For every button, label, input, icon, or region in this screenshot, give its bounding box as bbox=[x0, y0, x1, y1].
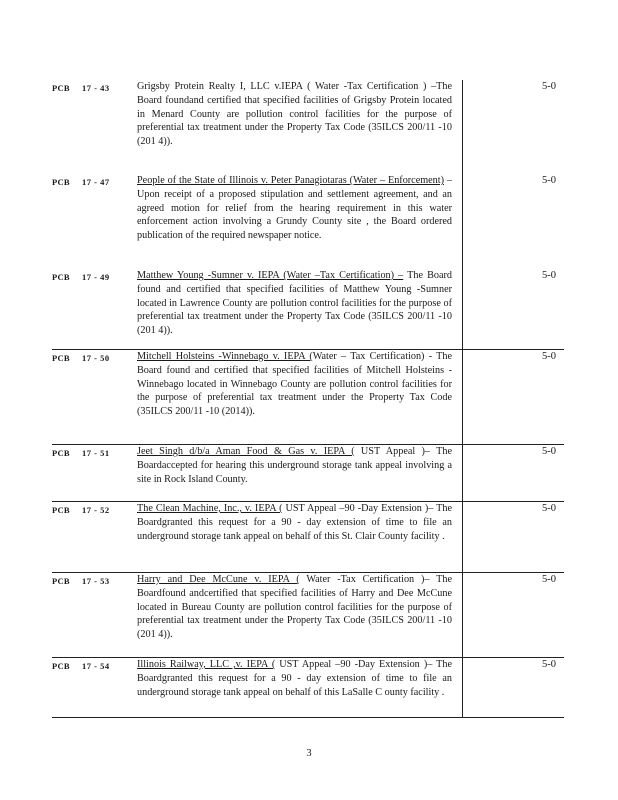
vote-tally: 5-0 bbox=[542, 574, 556, 585]
case-text: Water -Tax Certification )– The Boardfound andcertified that specified facilities of Harry and Dee McCune located in Bureau County are pollution control facilities for the purpose of preferential tax treatment under the Property Tax Code (35ILCS 200/11 -10 (201 4)). bbox=[137, 574, 452, 641]
case-text: UST Appeal )– The Boardaccepted for hearing this underground storage tank appeal involving a site in Rock Island County. bbox=[137, 446, 453, 485]
column-divider bbox=[462, 350, 463, 444]
vote-tally: 5-0 bbox=[542, 503, 556, 514]
column-divider bbox=[462, 80, 463, 174]
case-title: Mitchell Holsteins -Winnebago v. IEPA ( bbox=[137, 351, 313, 362]
case-prefix: PCB bbox=[52, 448, 70, 458]
case-prefix: PCB bbox=[52, 505, 70, 515]
table-row bbox=[52, 269, 564, 350]
table-row bbox=[52, 174, 564, 269]
case-text: Grigsby Protein Realty I, LLC v.IEPA ( Water -Tax Certification ) –The Board foundand certified that specified facilities of Grigsby Protein located in Menard County are pollution control facilities for the purpose of preferential tax treatment under the Property Tax Code (35ILCS 200/11 -10 (201 4)). bbox=[137, 81, 452, 148]
case-description bbox=[137, 502, 452, 543]
case-title: Matthew Young -Sumner v. IEPA (Water –Tax Certification) – bbox=[137, 270, 404, 281]
case-description bbox=[137, 174, 452, 243]
case-prefix: PCB bbox=[52, 661, 70, 671]
case-number: 17 - 49 bbox=[82, 272, 110, 282]
case-number: 17 - 47 bbox=[82, 177, 110, 187]
case-description bbox=[137, 350, 452, 419]
vote-tally: 5-0 bbox=[542, 81, 556, 92]
column-divider bbox=[462, 174, 463, 269]
vote-tally: 5-0 bbox=[542, 659, 556, 670]
vote-tally: 5-0 bbox=[542, 446, 556, 457]
column-divider bbox=[462, 445, 463, 501]
case-text: UST Appeal –90 -Day Extension )– The Boardgranted this request for a 90 - day extension of time to file an underground storage tank appeal on behalf of this St. Clair County facility . bbox=[137, 503, 452, 542]
column-divider bbox=[462, 658, 463, 717]
case-description bbox=[137, 80, 452, 149]
case-prefix: PCB bbox=[52, 353, 70, 363]
table-row bbox=[52, 573, 564, 658]
case-title: People of the State of Illinois v. Peter Panagiotaras (Water – Enforcement) bbox=[137, 175, 444, 186]
case-text: The Board found and certified that specified facilities of Matthew Young -Sumner located in Lawrence County are pollution control facilities for the purpose of preferential tax treatment under the Property Tax Code (35ILCS 200/11 -10 (201 4)). bbox=[137, 270, 452, 337]
column-divider bbox=[462, 502, 463, 572]
case-prefix: PCB bbox=[52, 576, 70, 586]
case-number: 17 - 50 bbox=[82, 353, 110, 363]
table-row bbox=[52, 445, 564, 502]
column-divider bbox=[462, 573, 463, 657]
table-row bbox=[52, 658, 564, 718]
column-divider bbox=[462, 269, 463, 349]
case-title: Jeet Singh d/b/a Aman Food & Gas v. IEPA ( bbox=[137, 446, 355, 457]
case-text: –Upon receipt of a proposed stipulation and settlement agreement, and an agreed motion for relief from the hearing requirement in this water enforcement action involving a Grundy County site , the Board ordered publication of the required newspaper notice. bbox=[137, 175, 452, 242]
case-text: UST Appeal –90 -Day Extension )– The Boardgranted this request for a 90 - day extension of time to file an underground storage tank appeal on behalf of this LaSalle C ounty facility . bbox=[137, 659, 453, 698]
case-title: Harry and Dee McCune v. IEPA ( bbox=[137, 574, 300, 585]
case-title: The Clean Machine, Inc., v. IEPA ( bbox=[137, 503, 283, 514]
case-number: 17 - 51 bbox=[82, 448, 110, 458]
case-number: 17 - 53 bbox=[82, 576, 110, 586]
page-number: 3 bbox=[306, 748, 312, 759]
case-description bbox=[137, 658, 452, 699]
vote-tally: 5-0 bbox=[542, 351, 556, 362]
case-prefix: PCB bbox=[52, 177, 70, 187]
vote-tally: 5-0 bbox=[542, 270, 556, 281]
case-description bbox=[137, 573, 452, 642]
case-prefix: PCB bbox=[52, 272, 70, 282]
table-row bbox=[52, 350, 564, 445]
case-description bbox=[137, 445, 452, 486]
case-number: 17 - 54 bbox=[82, 661, 110, 671]
table-row bbox=[52, 502, 564, 573]
case-prefix: PCB bbox=[52, 83, 70, 93]
board-actions-table bbox=[52, 80, 564, 718]
case-description bbox=[137, 269, 452, 338]
table-row bbox=[52, 80, 564, 174]
vote-tally: 5-0 bbox=[542, 175, 556, 186]
case-number: 17 - 52 bbox=[82, 505, 110, 515]
case-text: Water – Tax Certification) - The Board found and certified that specified facilities of Mitchell Holsteins -Winnebago located in Winnebago County are pollution control facilities for the purpose of preferential tax treatment under the Property Tax Code (35ILCS 200/11 -10 (2014)). bbox=[137, 351, 452, 418]
case-number: 17 - 43 bbox=[82, 83, 110, 93]
case-title: Illinois Railway, LLC ,v. IEPA ( bbox=[137, 659, 276, 670]
